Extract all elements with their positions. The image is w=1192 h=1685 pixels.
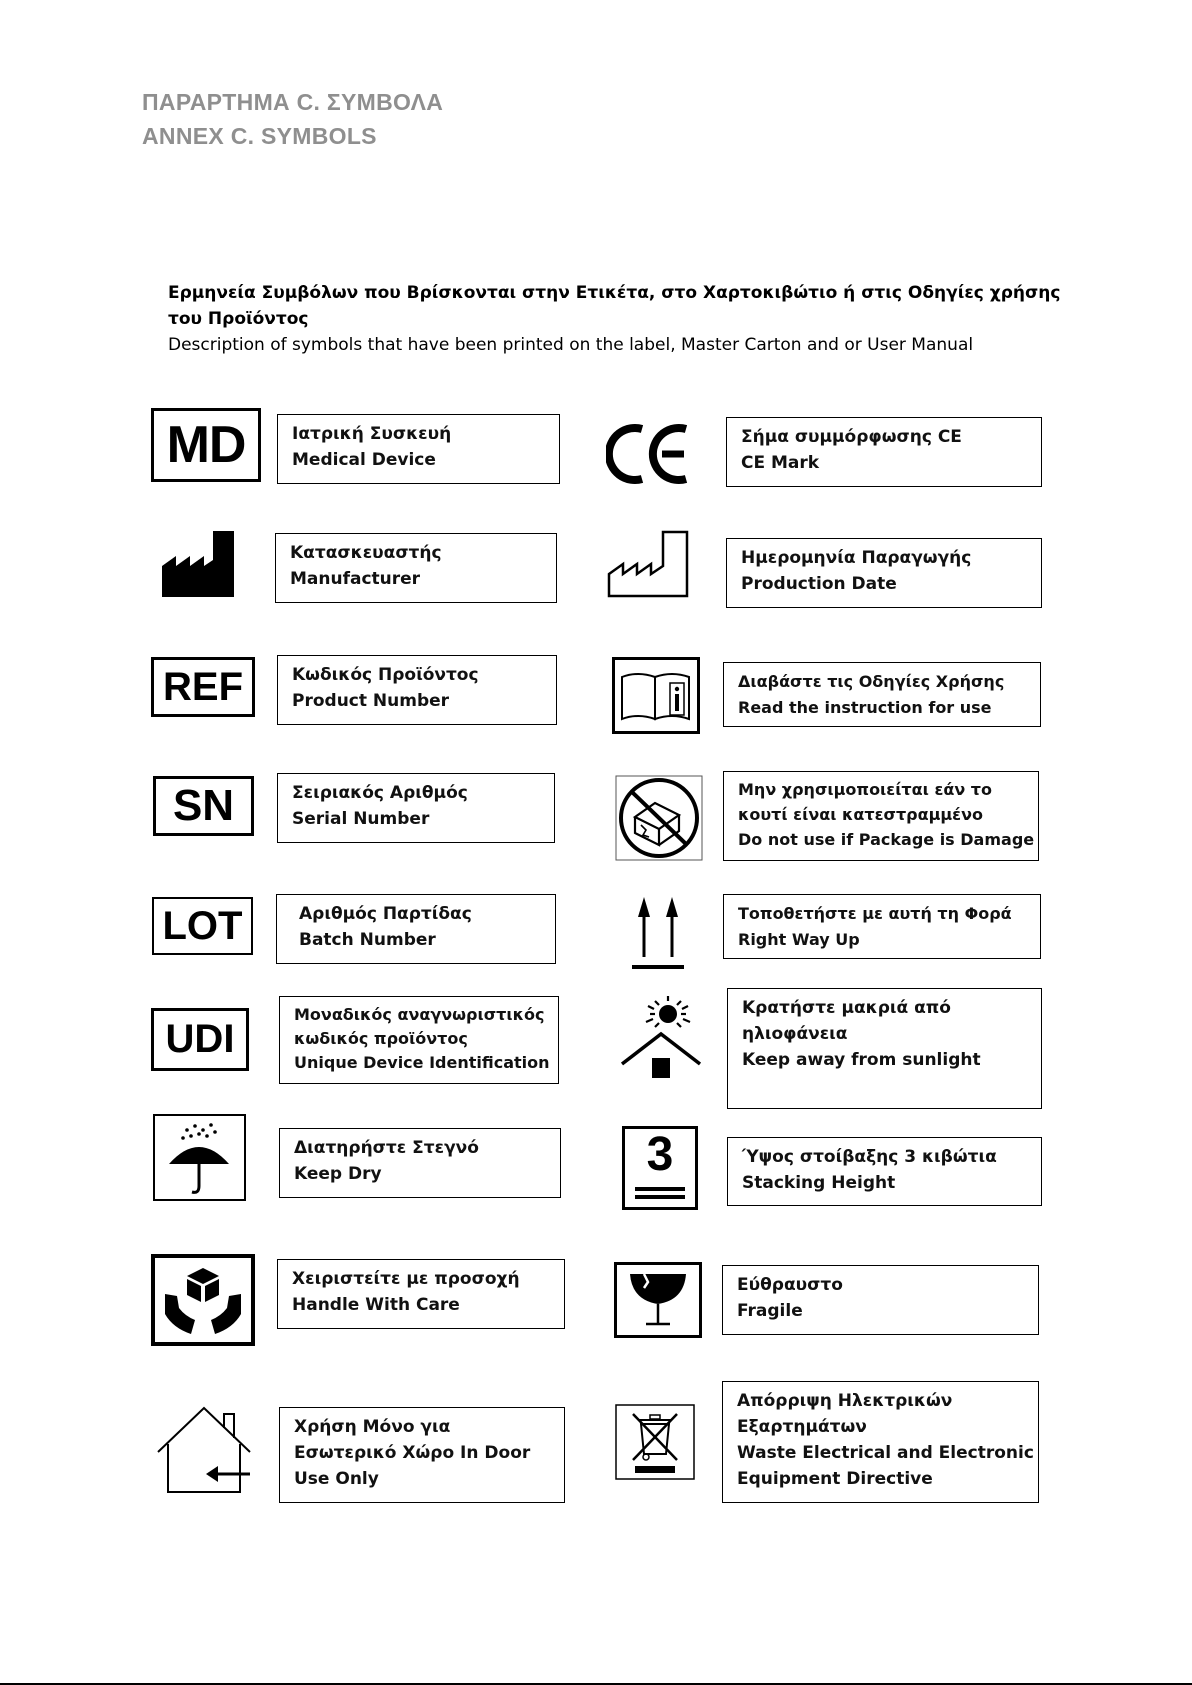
indoor-label-greek-2: Εσωτερικό Χώρο In Door [294,1443,531,1463]
sn-label-english: Serial Number [292,809,430,829]
manufacturer-description [275,533,557,603]
intro-english: Description of symbols that have been printed on the label, Master Carton and or User Manual [168,335,974,355]
damaged-label-english: Do not use if Package is Damage [738,830,1035,849]
keep-dry-label-english: Keep Dry [294,1164,382,1184]
indoor-use-house-icon [156,1406,252,1496]
md-description [277,414,560,484]
lot-logo: LOT [152,897,253,955]
lot-label-greek: Αριθμός Παρτίδας [299,904,472,924]
md-label-greek: Ιατρική Συσκευή [292,424,452,444]
annex-heading-greek: ΠΑΡΑΡΤΗΜΑ C. ΣΥΜΒΟΛΑ [142,89,444,115]
weee-description [722,1381,1039,1503]
damaged-package-icon [615,775,703,861]
manufacturer-label-greek: Κατασκευαστής [290,543,442,563]
manufacturer-label-english: Manufacturer [290,569,421,589]
damaged-label-greek-1: Μην χρησιμοποιείται εάν το [738,780,993,799]
ref-label-greek: Κωδικός Προϊόντος [292,665,479,685]
sunlight-label-greek-2: ηλιοφάνεια [742,1024,848,1044]
md-label-english: Medical Device [292,450,436,470]
indoor-description [279,1407,565,1503]
production-date-description [726,538,1042,608]
this-way-up-label-english: Right Way Up [738,930,860,949]
indoor-label-english: Use Only [294,1469,379,1489]
intro-greek-line-2: του Προϊόντος [168,309,309,329]
udi-label-greek-2: κωδικός προϊόντος [294,1029,468,1048]
ifu-label-english: Read the instruction for use [738,698,992,717]
lot-label-english: Batch Number [299,930,436,950]
stacking-limit-icon [622,1126,698,1210]
keep-away-sunlight-icon [620,994,702,1084]
fragile-label-greek: Εύθραυστο [737,1275,843,1295]
sn-label-greek: Σειριακός Αριθμός [292,783,468,803]
sunlight-label-greek-1: Κρατήστε μακριά από [742,998,951,1018]
stacking-number: 3 [646,1128,674,1181]
stacking-description [727,1137,1042,1206]
production-date-label-english: Production Date [741,574,897,594]
ifu-description [723,662,1041,727]
ifu-label-greek: Διαβάστε τις Οδηγίες Χρήσης [738,672,1005,691]
lot-description [276,894,556,964]
this-way-up-label-greek: Τοποθετήστε με αυτή τη Φορά [738,904,1012,923]
ref-label-english: Product Number [292,691,450,711]
ce-description [726,417,1042,487]
factory-outline-icon [607,530,689,598]
ref-logo: REF [151,657,255,717]
udi-label-english: Unique Device Identification [294,1053,550,1072]
damaged-label-greek-2: κουτί είναι κατεστραμμένο [738,805,983,824]
instruction-book-icon [612,657,700,734]
sunlight-label-english: Keep away from sunlight [742,1050,981,1070]
fragile-description [722,1265,1039,1335]
sunlight-description [727,988,1042,1109]
udi-description [279,996,559,1084]
stacking-label-english: Stacking Height [742,1173,896,1193]
keep-dry-description [279,1128,561,1198]
sn-logo: SN [153,776,254,836]
fragile-glass-icon [614,1262,702,1338]
production-date-label-greek: Ημερομηνία Παραγωγής [741,548,972,568]
intro-greek-line-1: Ερμηνεία Συμβόλων που Βρίσκονται στην Ετικέτα, στο Χαρτοκιβώτιο ή στις Οδηγίες χρήσης [168,283,1061,303]
udi-label-greek-1: Μοναδικός αναγνωριστικός [294,1005,545,1024]
symbols-intro [168,280,1068,358]
umbrella-icon [153,1114,246,1201]
damaged-description [723,771,1039,861]
handle-with-care-icon [151,1254,255,1346]
handle-care-description [277,1259,565,1329]
sn-description [277,773,555,843]
ref-description [277,655,557,725]
weee-label-english-2: Equipment Directive [737,1469,933,1489]
factory-filled-icon [161,530,235,598]
annex-heading-english: ANNEX C. SYMBOLS [142,123,377,149]
handle-care-label-greek: Χειριστείτε με προσοχή [292,1269,520,1289]
weee-label-greek-1: Απόρριψη Ηλεκτρικών [737,1391,953,1411]
weee-label-english-1: Waste Electrical and Electronic [737,1443,1034,1463]
this-way-up-icon [630,895,686,973]
stacking-label-greek: Ύψος στοίβαξης 3 κιβώτια [742,1147,997,1167]
handle-care-label-english: Handle With Care [292,1295,460,1315]
ce-mark-icon [606,423,690,485]
keep-dry-label-greek: Διατηρήστε Στεγνό [294,1138,479,1158]
ce-label-greek: Σήμα συμμόρφωσης CE [741,427,962,447]
ce-label-english: CE Mark [741,453,820,473]
weee-label-greek-2: Εξαρτημάτων [737,1417,867,1437]
indoor-label-greek-1: Χρήση Μόνο για [294,1417,451,1437]
fragile-label-english: Fragile [737,1301,803,1321]
udi-logo: UDI [151,1008,249,1071]
this-way-up-description [723,894,1041,959]
weee-crossed-bin-icon [615,1404,695,1480]
md-logo: MD [151,408,261,482]
